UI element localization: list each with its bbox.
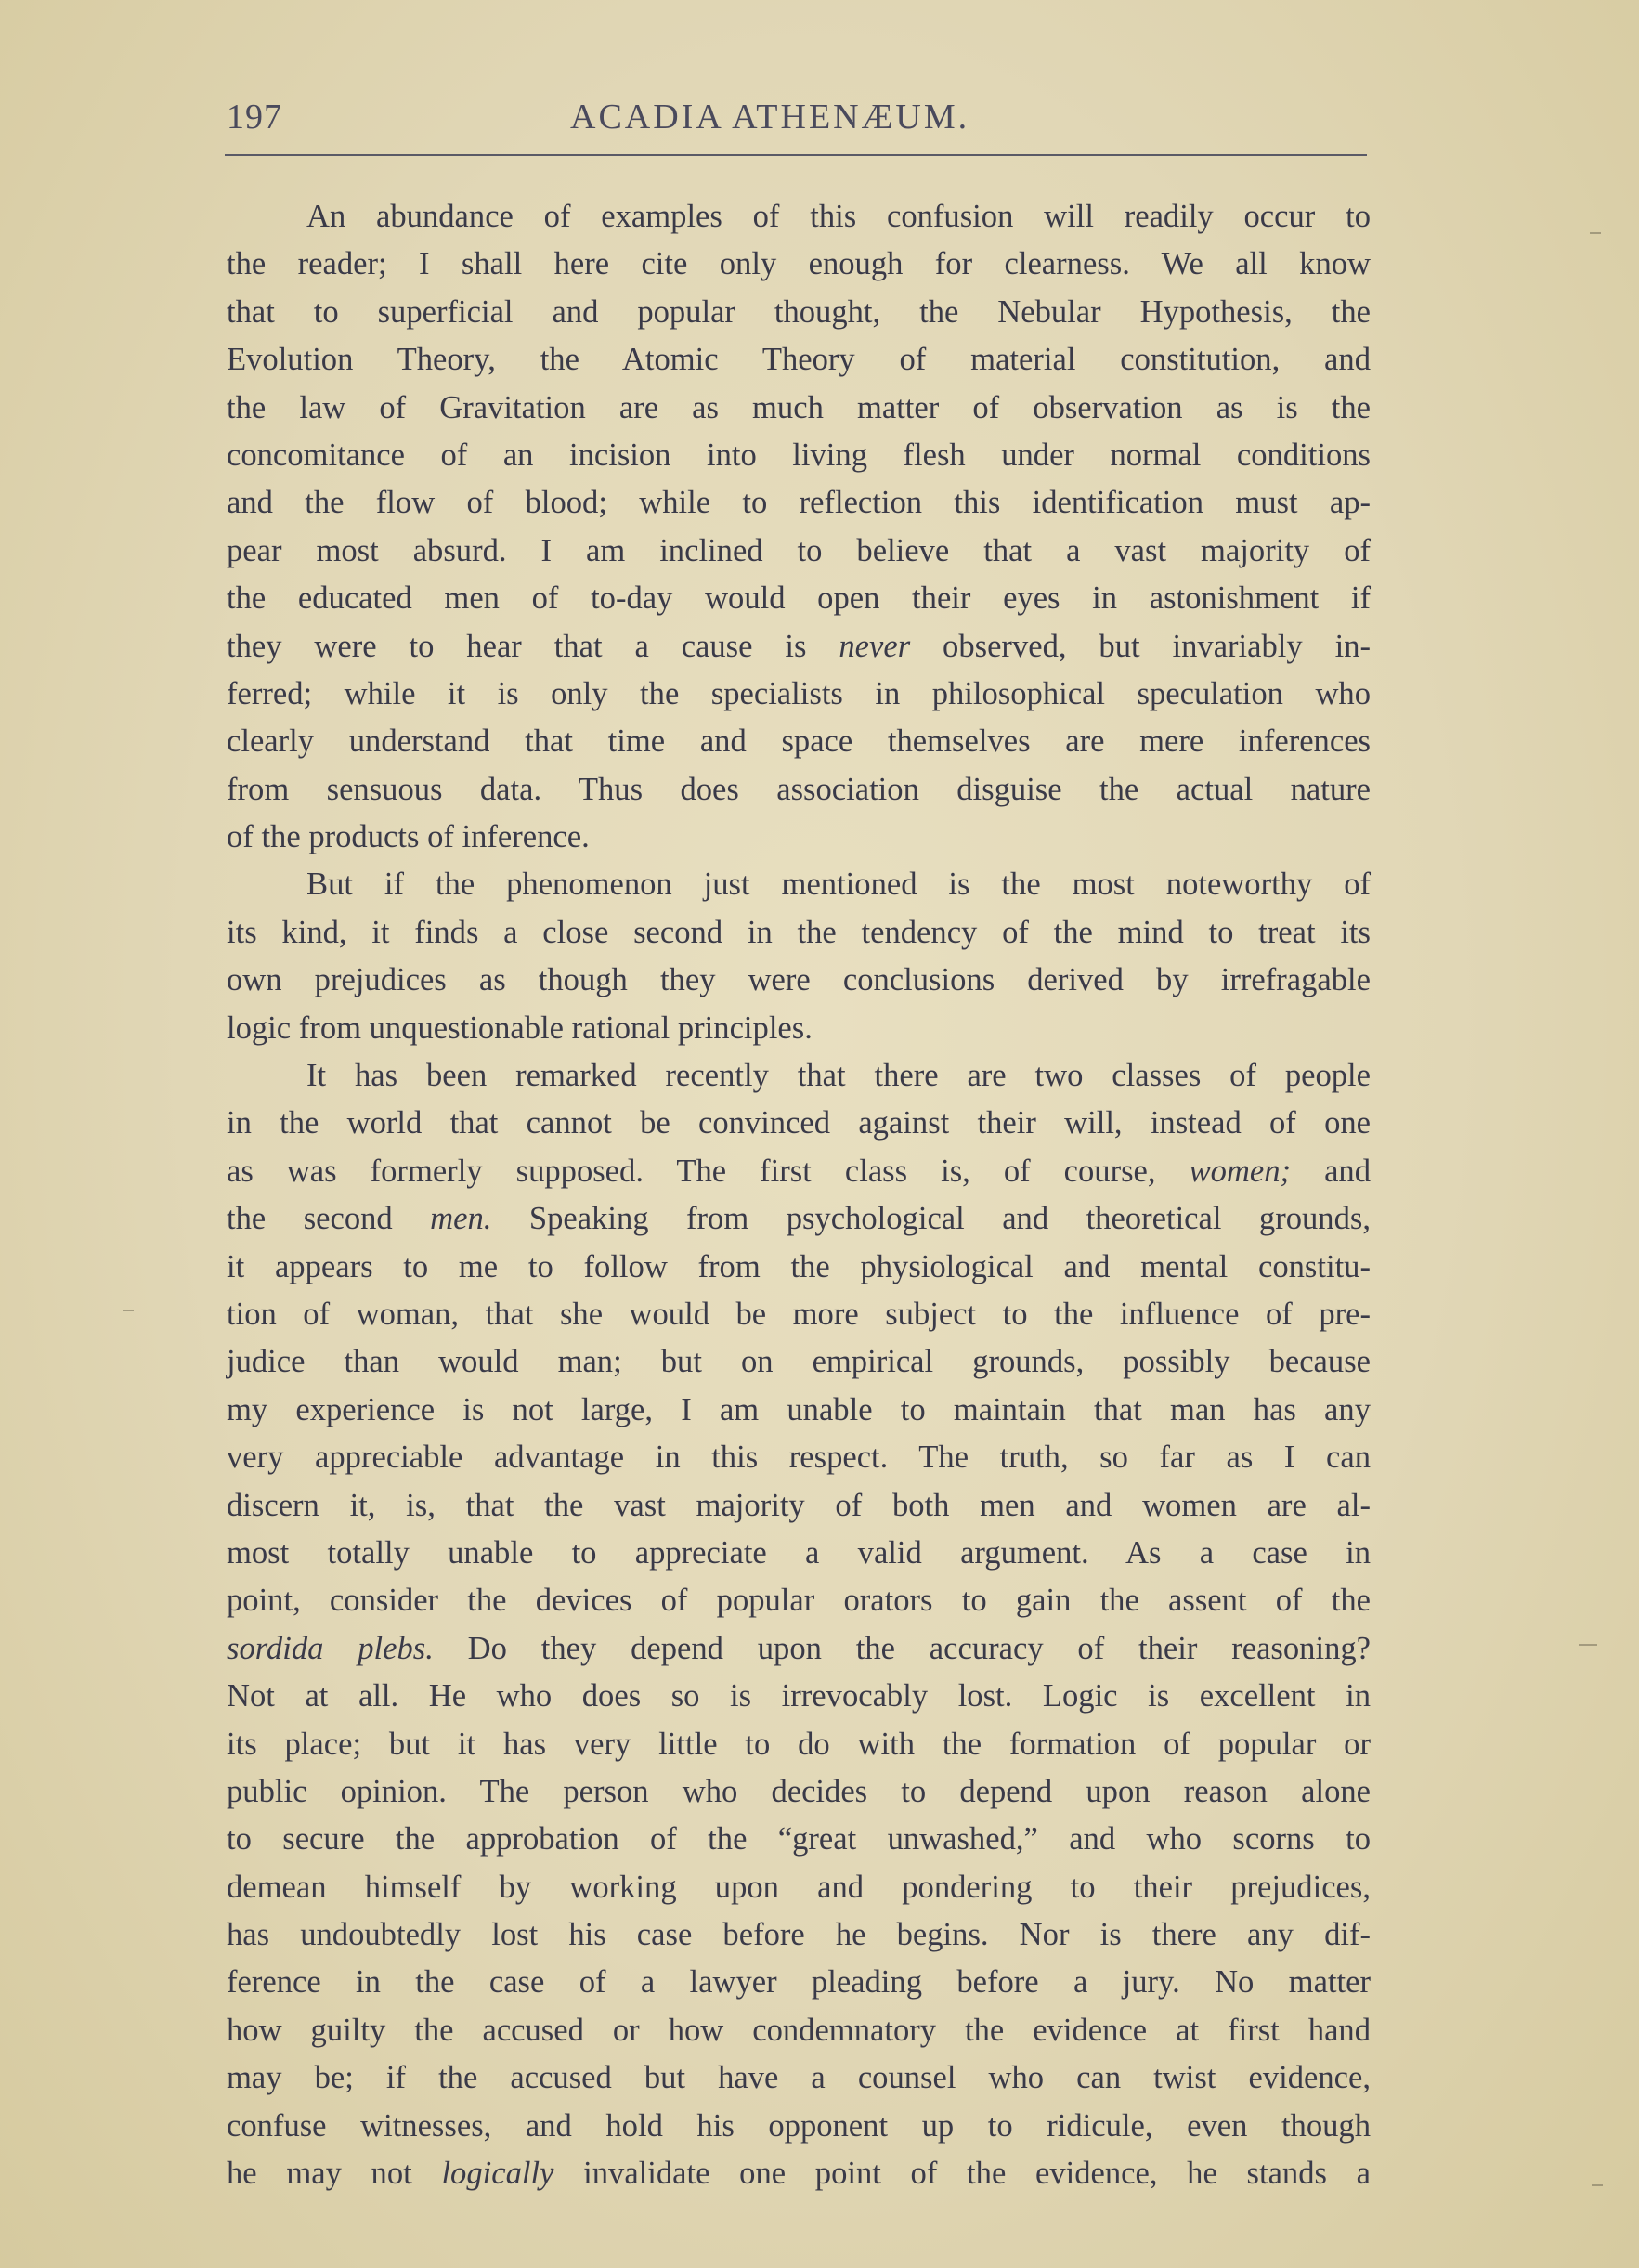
line-text: its kind, it finds a close second in the tendency of the mind to treat its — [227, 914, 1371, 950]
italic-text: logically — [441, 2156, 554, 2192]
text-line — [227, 1195, 1371, 1243]
line-text: he may not — [227, 2156, 442, 2192]
text-line — [227, 241, 1371, 288]
text-line — [227, 957, 1371, 1004]
text-line — [227, 1482, 1371, 1530]
text-line — [227, 1244, 1371, 1291]
line-text: may be; if the accused but have a counsel who can twist evidence, — [227, 2060, 1371, 2096]
line-text: own prejudices as though they were conclusions derived by irrefragable — [227, 962, 1371, 998]
text-line — [227, 1100, 1371, 1147]
line-text: invalidate one point of the evidence, he stands a — [553, 2156, 1371, 2192]
line-text: confuse witnesses, and hold his opponent up to ridicule, even though — [227, 2107, 1371, 2144]
line-text: my experience is not large, I am unable to maintain that man has any — [227, 1391, 1371, 1427]
paper-speck — [1579, 1644, 1597, 1646]
text-line — [227, 1959, 1371, 2006]
text-line — [227, 1864, 1371, 1911]
text-line — [227, 1387, 1371, 1434]
page-number: 197 — [227, 98, 282, 137]
text-line — [227, 1005, 1371, 1052]
article-body — [227, 193, 1371, 2197]
line-text: it appears to me to follow from the physiological and mental constitu- — [227, 1248, 1371, 1284]
text-line — [227, 1625, 1371, 1673]
line-text: the educated men of to-day would open their eyes in astonishment if — [227, 580, 1371, 617]
italic-text: women; — [1189, 1153, 1292, 1189]
text-line — [227, 575, 1371, 622]
text-line — [227, 385, 1371, 432]
text-line — [227, 861, 1371, 908]
text-line — [227, 718, 1371, 765]
line-text: they were to hear that a cause is — [227, 628, 839, 664]
text-line — [227, 336, 1371, 384]
line-text: An abundance of examples of this confusion will readily occur to — [306, 199, 1371, 234]
line-text: clearly understand that time and space themselves are mere inferences — [227, 723, 1371, 760]
text-line — [227, 2054, 1371, 2102]
line-text: point, consider the devices of popular orators to gain the assent of the — [227, 1583, 1371, 1619]
line-text: most totally unable to appreciate a valid argument. As a case in — [227, 1534, 1371, 1571]
text-line — [227, 1673, 1371, 1720]
text-line — [227, 432, 1371, 479]
text-line — [227, 479, 1371, 527]
text-line — [227, 1577, 1371, 1624]
text-line — [227, 1768, 1371, 1816]
text-line — [227, 528, 1371, 575]
paper-speck — [1592, 2184, 1603, 2186]
line-text: discern it, is, that the vast majority of both men and women are al- — [227, 1487, 1371, 1523]
line-text: ference in the case of a lawyer pleading before a jury. No matter — [227, 1964, 1371, 2001]
text-line — [227, 2007, 1371, 2054]
text-line — [227, 2150, 1371, 2197]
line-text: to secure the approbation of the “great unwashed,” and who scorns to — [227, 1821, 1371, 1857]
line-text: pear most absurd. I am inclined to believe that a vast majority of — [227, 532, 1371, 568]
running-title: ACADIA ATHENÆUM. — [570, 98, 970, 137]
line-text: and — [1291, 1153, 1371, 1189]
text-line — [227, 1911, 1371, 1959]
text-line — [227, 671, 1371, 718]
italic-text: sordida plebs. — [227, 1630, 434, 1666]
text-line — [227, 1291, 1371, 1338]
text-line — [227, 1530, 1371, 1577]
text-line — [227, 909, 1371, 957]
line-text: It has been remarked recently that there are two classes of people — [306, 1058, 1371, 1094]
line-text: ferred; while it is only the specialists in philosophical speculation who — [227, 675, 1371, 711]
text-line — [227, 1338, 1371, 1386]
paper-speck — [1590, 232, 1601, 234]
text-line — [227, 766, 1371, 814]
line-text: has undoubtedly lost his case before he begins. Nor is there any dif- — [227, 1917, 1371, 1953]
line-text: concomitance of an incision into living flesh under normal conditions — [227, 437, 1371, 473]
line-text: Evolution Theory, the Atomic Theory of material constitution, and — [227, 342, 1371, 378]
paper-speck — [123, 1310, 134, 1311]
line-text: in the world that cannot be convinced against their will, instead of one — [227, 1105, 1371, 1141]
line-text: and the flow of blood; while to reflection this identification must ap- — [227, 485, 1371, 521]
line-text: of the products of inference. — [227, 819, 590, 855]
line-text: judice than would man; but on empirical grounds, possibly because — [227, 1344, 1371, 1380]
text-line — [227, 289, 1371, 336]
line-text: observed, but invariably in- — [910, 628, 1371, 664]
text-line — [227, 814, 1371, 861]
line-text: demean himself by working upon and pondering to their prejudices, — [227, 1869, 1371, 1905]
line-text: But if the phenomenon just mentioned is the most noteworthy of — [306, 867, 1371, 903]
line-text: Do they depend upon the accuracy of their reasoning? — [433, 1630, 1371, 1666]
text-line — [227, 1721, 1371, 1768]
line-text: that to superficial and popular thought, the Nebular Hypothesis, the — [227, 293, 1371, 330]
italic-text: men. — [430, 1201, 492, 1237]
line-text: its place; but it has very little to do with the formation of popular or — [227, 1726, 1371, 1762]
text-line — [227, 1052, 1371, 1100]
line-text: how guilty the accused or how condemnatory the evidence at first hand — [227, 2012, 1371, 2048]
text-line — [227, 2103, 1371, 2150]
line-text: tion of woman, that she would be more subject to the influence of pre- — [227, 1296, 1371, 1332]
line-text: very appreciable advantage in this respect. The truth, so far as I can — [227, 1440, 1371, 1476]
text-line — [227, 623, 1371, 671]
line-text: public opinion. The person who decides to depend upon reason alone — [227, 1773, 1371, 1809]
line-text: logic from unquestionable rational principles. — [227, 1010, 813, 1046]
header-rule — [225, 154, 1367, 156]
text-line — [227, 193, 1371, 241]
line-text: Not at all. He who does so is irrevocably lost. Logic is excellent in — [227, 1678, 1371, 1714]
page-header — [227, 97, 1367, 152]
text-line — [227, 1816, 1371, 1863]
line-text: as was formerly supposed. The first class is, of course, — [227, 1153, 1190, 1189]
line-text: the reader; I shall here cite only enough for clearness. We all know — [227, 246, 1371, 282]
italic-text: never — [839, 628, 911, 664]
line-text: the second — [227, 1201, 431, 1237]
text-line — [227, 1148, 1371, 1195]
line-text: the law of Gravitation are as much matter of observation as is the — [227, 389, 1371, 425]
line-text: Speaking from psychological and theoretical grounds, — [491, 1201, 1371, 1237]
text-line — [227, 1434, 1371, 1481]
line-text: from sensuous data. Thus does association disguise the actual nature — [227, 771, 1371, 807]
